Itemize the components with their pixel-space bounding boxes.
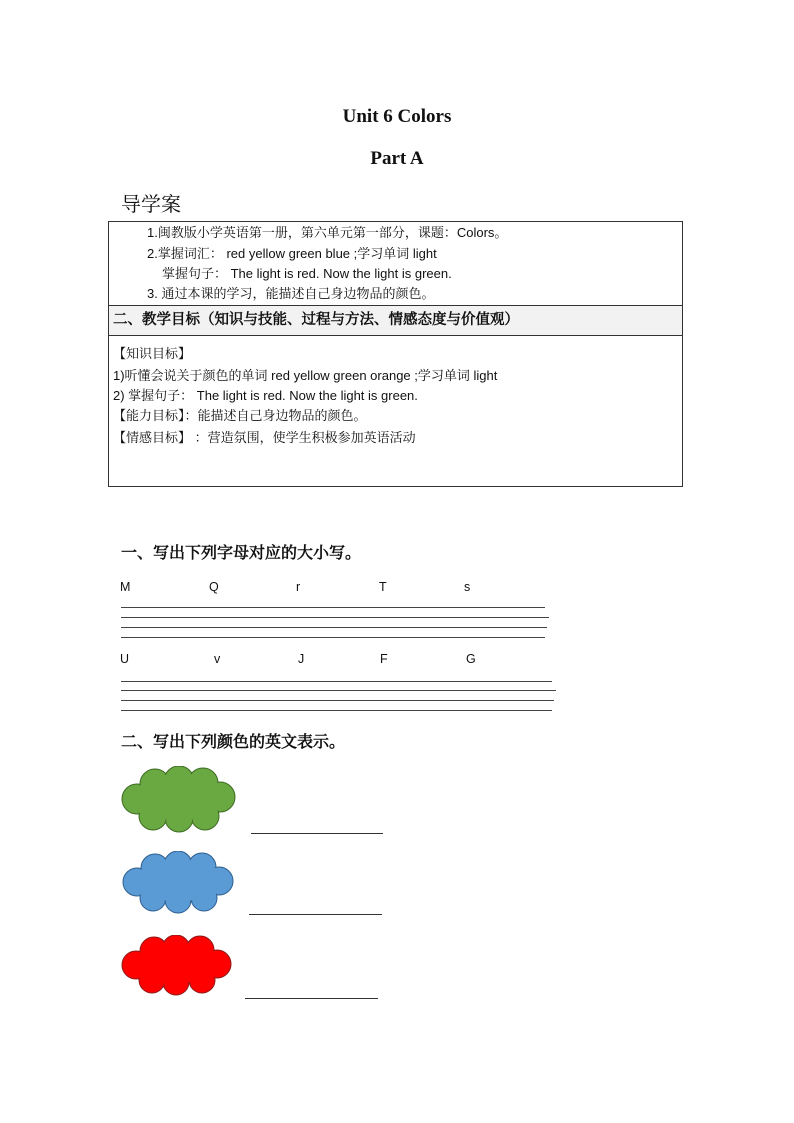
answer-line-green[interactable] <box>251 833 383 834</box>
writing-line[interactable] <box>121 710 552 711</box>
writing-line[interactable] <box>121 637 545 638</box>
sentence-line: 掌握句子： The light is red. Now the light is green. <box>162 266 452 281</box>
letter-row1-1: M <box>120 580 131 594</box>
page-subtitle: Part A <box>370 148 424 169</box>
objectives-section-header: 二、教学目标（知识与技能、过程与方法、情感态度与价值观） <box>109 306 682 336</box>
emotion-goal: 【情感目标】 ：营造氛围，使学生积极参加英语活动 <box>113 430 416 445</box>
letter-row1-2: Q <box>209 580 219 594</box>
guide-label: 导学案 <box>121 192 181 216</box>
course-info-line: 1.闽教版小学英语第一册，第六单元第一部分，课题：Colors。 <box>147 225 508 240</box>
red-cloud-icon <box>118 935 235 997</box>
goal-line: 3. 通过本课的学习，能描述自己身边物品的颜色。 <box>147 286 435 301</box>
exercise1-heading: 一、写出下列字母对应的大小写。 <box>121 545 362 562</box>
writing-line[interactable] <box>121 690 556 691</box>
writing-line[interactable] <box>121 681 552 682</box>
letter-row2-4: F <box>380 652 388 666</box>
cloud-shape <box>122 766 235 832</box>
blue-cloud-icon <box>118 851 238 915</box>
writing-line[interactable] <box>121 700 554 701</box>
letter-row2-1: U <box>120 652 130 666</box>
letter-row2-2: v <box>214 652 221 666</box>
knowledge-goal-2: 2) 掌握句子： The light is red. Now the light is green. <box>113 388 418 403</box>
ability-goal: 【能力目标】：能描述自己身边物品的颜色。 <box>113 408 367 423</box>
course-info-cell <box>109 222 682 306</box>
letter-row1-5: s <box>464 580 471 594</box>
letter-row2-5: G <box>466 652 476 666</box>
letter-row2-3: J <box>298 652 305 666</box>
answer-line-blue[interactable] <box>249 914 382 915</box>
letter-row1-4: T <box>379 580 387 594</box>
green-cloud-icon <box>117 766 239 834</box>
cloud-shape <box>123 851 233 913</box>
objectives-table <box>108 221 683 487</box>
letter-row1-3: r <box>296 580 301 594</box>
knowledge-goal-1: 1)听懂会说关于颜色的单词 red yellow green orange ;学习单词 light <box>113 368 498 383</box>
writing-line[interactable] <box>121 617 549 618</box>
knowledge-goal-label: 【知识目标】 <box>113 346 192 361</box>
page-title: Unit 6 Colors <box>342 106 452 127</box>
writing-line[interactable] <box>121 607 545 608</box>
exercise2-heading: 二、写出下列颜色的英文表示。 <box>121 734 346 751</box>
cloud-shape <box>122 935 231 995</box>
answer-line-red[interactable] <box>245 998 378 999</box>
writing-line[interactable] <box>121 627 547 628</box>
vocabulary-line: 2.掌握词汇： red yellow green blue ;学习单词 light <box>147 246 437 261</box>
